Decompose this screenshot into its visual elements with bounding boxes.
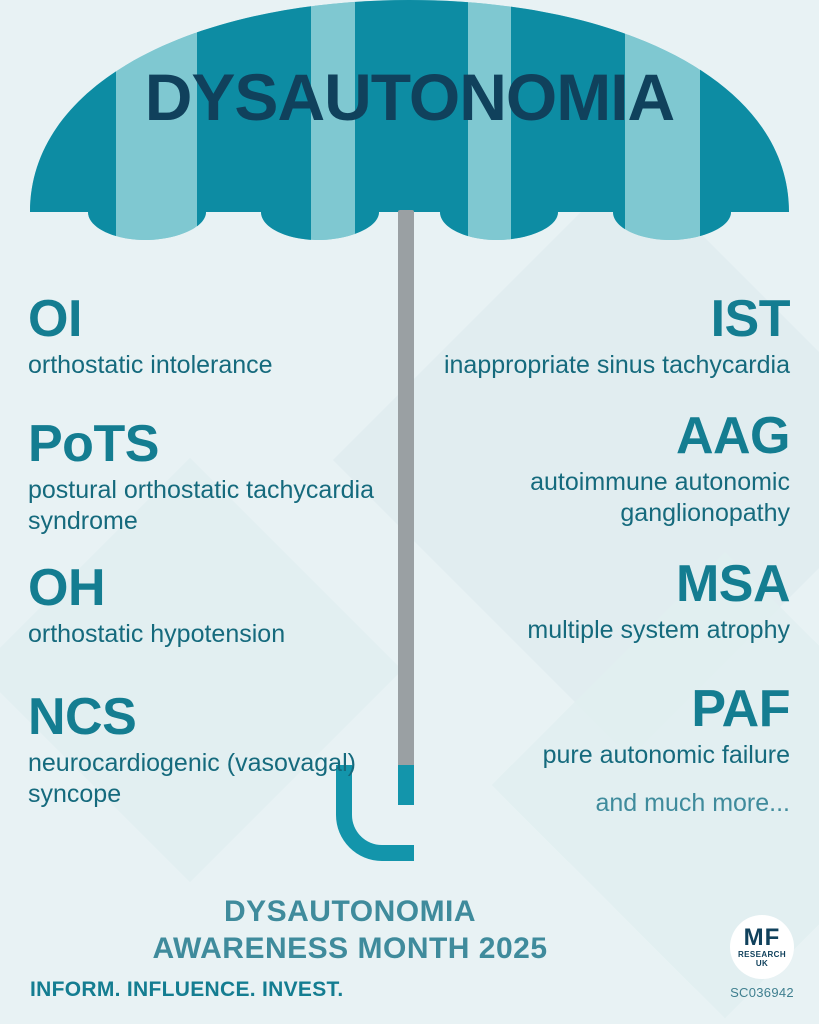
term-full: inappropriate sinus tachycardia: [443, 351, 790, 379]
left-term-column: [28, 290, 398, 820]
term-oi: [28, 290, 398, 381]
right-term-column: [420, 290, 790, 818]
term-pots: [28, 415, 398, 537]
term-full: pure autonomic failure: [542, 741, 790, 769]
term-full: autoimmune autonomic ganglionopathy: [530, 468, 790, 527]
footer-tagline: INFORM. INFLUENCE. INVEST.: [30, 978, 344, 1001]
term-full: multiple system atrophy: [527, 616, 790, 644]
logo-initials: MF: [743, 924, 781, 951]
term-paf: [420, 680, 790, 771]
umbrella-pole: [398, 210, 414, 790]
term-full: orthostatic intolerance: [28, 351, 273, 379]
term-abbr: AAG: [675, 407, 790, 465]
logo-sub-line1: RESEARCH: [737, 950, 787, 959]
footer-heading: [0, 893, 700, 967]
term-full: postural orthostatic tachycardia syndrome: [28, 476, 375, 535]
footer-heading-line1: DYSAUTONOMIA: [223, 895, 477, 928]
term-ist: [420, 290, 790, 381]
charity-number: SC036942: [730, 985, 794, 1000]
term-abbr: NCS: [28, 688, 137, 746]
term-abbr: PoTS: [28, 415, 159, 473]
term-abbr: PAF: [691, 680, 790, 738]
mf-research-uk-logo: [730, 915, 794, 979]
term-ncs: [28, 688, 398, 810]
term-abbr: IST: [710, 290, 790, 348]
term-abbr: OI: [28, 290, 82, 348]
logo-sub-line2: UK: [755, 959, 769, 968]
page-title: DYSAUTONOMIA: [144, 60, 675, 134]
footer-heading-line2: AWARENESS MONTH 2025: [152, 932, 548, 965]
term-msa: [420, 555, 790, 646]
term-oh: [28, 559, 398, 650]
term-abbr: MSA: [675, 555, 790, 613]
term-abbr: OH: [28, 559, 105, 617]
term-full: orthostatic hypotension: [28, 620, 286, 648]
term-full: neurocardiogenic (vasovagal) syncope: [28, 749, 356, 808]
and-much-more-text: and much more...: [595, 789, 790, 817]
term-aag: [420, 407, 790, 529]
